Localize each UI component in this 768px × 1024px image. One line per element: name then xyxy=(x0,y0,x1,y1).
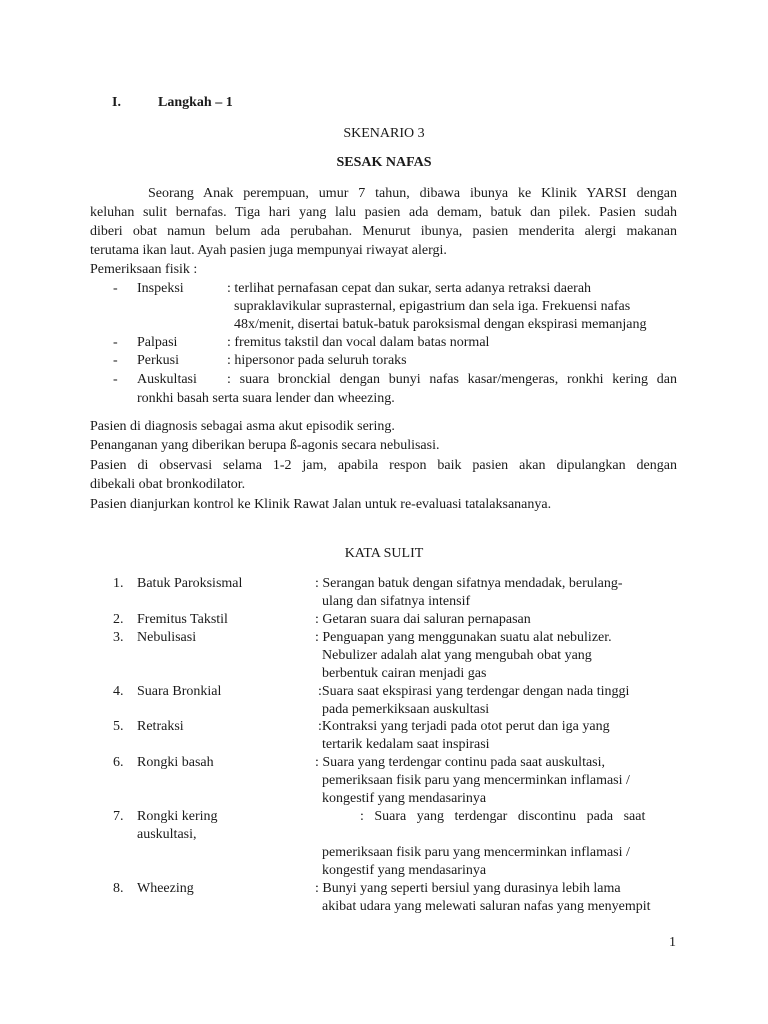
term-name: Fremitus Takstil xyxy=(137,612,228,627)
term-name: Suara Bronkial xyxy=(137,684,222,699)
intro-line: keluhan sulit bernafas. Tiga hari yang lalu pasien ada demam, batuk dan pilek. Pasien sudah xyxy=(90,205,677,220)
term-definition: berbentuk cairan menjadi gas xyxy=(322,666,487,681)
term-name: Wheezing xyxy=(137,881,194,896)
section-number: I. xyxy=(112,95,121,110)
diagnosis-line: dibekali obat bronkodilator. xyxy=(90,477,246,492)
exam-text: : hipersonor pada seluruh toraks xyxy=(227,353,407,368)
term-number: 6. xyxy=(113,755,124,770)
page-number: 1 xyxy=(669,935,676,950)
scenario-title: SESAK NAFAS xyxy=(336,155,432,170)
term-number: 7. xyxy=(113,809,124,824)
term-definition: pemeriksaan fisik paru yang mencerminkan inflamasi / xyxy=(322,845,630,860)
intro-line: diberi obat namun belum ada perubahan. Menurut ibunya, pasien menderita alergi makanan xyxy=(90,224,677,239)
term-definition: : Serangan batuk dengan sifatnya mendadak, berulang- xyxy=(315,576,623,591)
term-definition: pemeriksaan fisik paru yang mencerminkan inflamasi / xyxy=(322,773,630,788)
exam-text: ronkhi basah serta suara lender dan wheezing. xyxy=(137,391,395,406)
term-definition: : Getaran suara dai saluran pernapasan xyxy=(315,612,531,627)
term-definition: tertarik kedalam saat inspirasi xyxy=(322,737,490,752)
exam-label-palpasi: Palpasi xyxy=(137,335,178,350)
term-name: Rongki kering xyxy=(137,809,218,824)
diagnosis-line: Pasien dianjurkan kontrol ke Klinik Rawat Jalan untuk re-evaluasi tatalaksananya. xyxy=(90,497,552,512)
exam-dash: - xyxy=(113,372,118,387)
term-definition: Nebulizer adalah alat yang mengubah obat yang xyxy=(322,648,592,663)
term-name-continued: auskultasi, xyxy=(137,827,197,842)
exam-heading: Pemeriksaan fisik : xyxy=(90,262,198,277)
exam-text: 48x/menit, disertai batuk-batuk paroksismal dengan ekspirasi memanjang xyxy=(234,317,647,332)
exam-dash: - xyxy=(113,353,118,368)
term-definition: kongestif yang mendasarinya xyxy=(322,863,487,878)
exam-text: : terlihat pernafasan cepat dan sukar, serta adanya retraksi daerah xyxy=(227,281,592,296)
exam-label-auskultasi: Auskultasi xyxy=(137,372,197,387)
term-definition: : Bunyi yang seperti bersiul yang durasinya lebih lama xyxy=(315,881,621,896)
term-number: 4. xyxy=(113,684,124,699)
exam-label-inspeksi: Inspeksi xyxy=(137,281,184,296)
intro-line: terutama ikan laut. Ayah pasien juga mempunyai riwayat alergi. xyxy=(90,243,447,258)
exam-text: : fremitus takstil dan vocal dalam batas normal xyxy=(227,335,490,350)
diagnosis-line: Pasien di diagnosis sebagai asma akut episodik sering. xyxy=(90,419,395,434)
intro-line: Seorang Anak perempuan, umur 7 tahun, dibawa ibunya ke Klinik YARSI dengan xyxy=(148,186,677,201)
kata-sulit-title: KATA SULIT xyxy=(344,546,424,561)
term-name: Rongki basah xyxy=(137,755,214,770)
term-definition: akibat udara yang melewati saluran nafas yang menyempit xyxy=(322,899,651,914)
term-number: 1. xyxy=(113,576,124,591)
section-title: Langkah – 1 xyxy=(158,95,233,110)
term-name: Nebulisasi xyxy=(137,630,197,645)
exam-dash: - xyxy=(113,281,118,296)
term-definition: kongestif yang mendasarinya xyxy=(322,791,487,806)
term-number: 3. xyxy=(113,630,124,645)
scenario-label: SKENARIO 3 xyxy=(343,126,425,141)
term-definition: : Suara yang terdengar discontinu pada saat xyxy=(360,809,646,824)
diagnosis-line: Penanganan yang diberikan berupa ß-agonis secara nebulisasi. xyxy=(90,438,440,453)
term-definition: :Suara saat ekspirasi yang terdengar dengan nada tinggi xyxy=(318,684,630,699)
exam-text: supraklavikular suprasternal, epigastrium dan sela iga. Frekuensi nafas xyxy=(234,299,631,314)
term-name: Retraksi xyxy=(137,719,184,734)
term-definition: :Kontraksi yang terjadi pada otot perut dan iga yang xyxy=(318,719,610,734)
term-definition: pada pemerkiksaan auskultasi xyxy=(322,702,490,717)
term-definition: : Suara yang terdengar continu pada saat auskultasi, xyxy=(315,755,606,770)
exam-text: : suara bronckial dengan bunyi nafas kasar/mengeras, ronkhi kering dan xyxy=(227,372,677,387)
exam-label-perkusi: Perkusi xyxy=(137,353,179,368)
term-number: 2. xyxy=(113,612,124,627)
diagnosis-line: Pasien di observasi selama 1-2 jam, apabila respon baik pasien akan dipulangkan dengan xyxy=(90,458,677,473)
exam-dash: - xyxy=(113,335,118,350)
term-definition: ulang dan sifatnya intensif xyxy=(322,594,471,609)
term-name: Batuk Paroksismal xyxy=(137,576,243,591)
term-number: 8. xyxy=(113,881,124,896)
term-number: 5. xyxy=(113,719,124,734)
term-definition: : Penguapan yang menggunakan suatu alat nebulizer. xyxy=(315,630,612,645)
